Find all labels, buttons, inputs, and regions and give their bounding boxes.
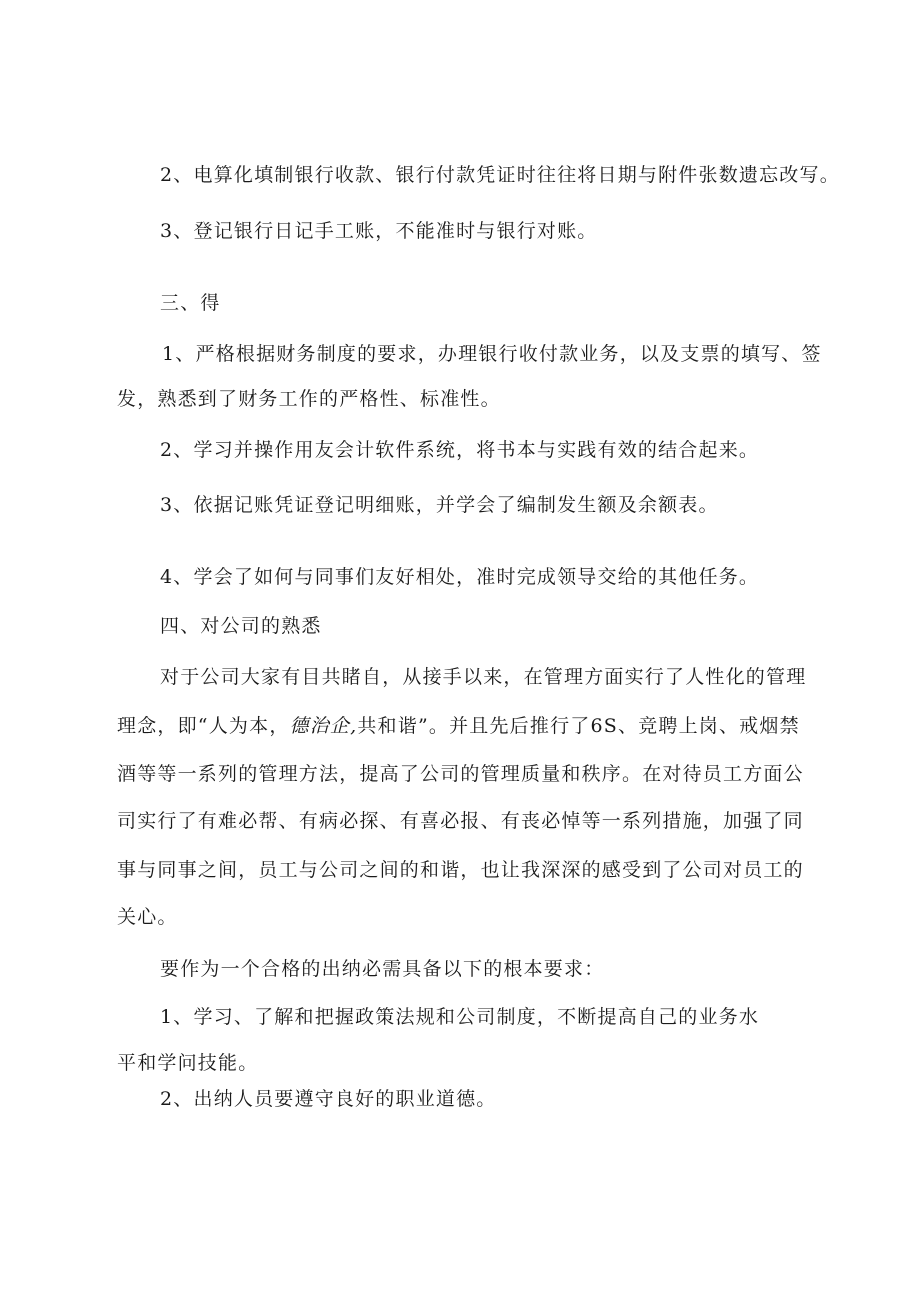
paragraph-line	[117, 713, 800, 739]
paragraph-line: 1、学习、了解和把握政策法规和公司制度，不断提高自己的业务水	[160, 1006, 760, 1028]
paragraph-line: 司实行了有难必帮、有病必探、有喜必报、有丧必悼等一系列措施，加强了同	[117, 810, 804, 832]
paragraph-line: 平和学问技能。	[117, 1052, 259, 1074]
paragraph-line: 4、学会了如何与同事们友好相处，准时完成领导交给的其他任务。	[160, 566, 760, 588]
paragraph-line: 2、学习并操作用友会计软件系统，将书本与实践有效的结合起来。	[160, 439, 760, 461]
paragraph-line: 2、出纳人员要遵守良好的职业道德。	[160, 1088, 497, 1110]
paragraph-line: 要作为一个合格的出纳必需具备以下的根本要求：	[160, 958, 605, 980]
paragraph-line: 1、严格根据财务制度的要求，办理银行收付款业务，以及支票的填写、签	[162, 343, 822, 365]
paragraph-line: 发，熟悉到了财务工作的严格性、标准性。	[117, 388, 501, 410]
paragraph-line: 2、电算化填制银行收款、银行付款凭证时往往将日期与附件张数遗忘改写。	[160, 164, 840, 186]
paragraph-line: 事与同事之间，员工与公司之间的和谐，也让我深深的感受到了公司对员工的	[117, 859, 804, 881]
paragraph-line: 3、依据记账凭证登记明细账，并学会了编制发生额及余额表。	[160, 494, 719, 516]
section-heading: 三、得	[160, 292, 221, 314]
section-heading: 四、对公司的熟悉	[160, 615, 322, 637]
paragraph-line: 对于公司大家有目共睹自，从接手以来，在管理方面实行了人性化的管理	[160, 666, 807, 688]
italic-text-run: 德治企,	[289, 715, 358, 737]
paragraph-line: 酒等等一系列的管理方法，提高了公司的管理质量和秩序。在对待员工方面公	[117, 763, 804, 785]
paragraph-line: 3、登记银行日记手工账，不能准时与银行对账。	[160, 220, 598, 242]
text-run: 理念，即“人为本，	[117, 715, 290, 737]
paragraph-line: 关心。	[117, 906, 178, 928]
text-run: 共和谐”。并且先后推行了6S、竞聘上岗、戒烟禁	[357, 715, 800, 737]
